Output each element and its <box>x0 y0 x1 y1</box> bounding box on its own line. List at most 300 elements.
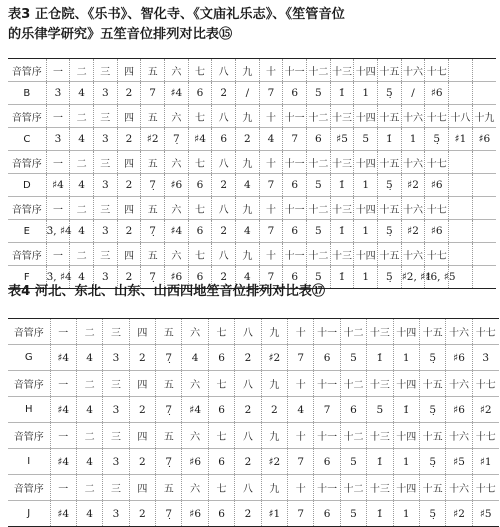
pitch-cell: 3 <box>103 345 129 371</box>
pipe-number-cell: 十三 <box>330 151 354 174</box>
pipe-number-cell: 五 <box>156 371 182 397</box>
pipe-number-cell: 五 <box>141 151 165 174</box>
pipe-number-cell: 五 <box>141 59 165 82</box>
pitch-cell: 7 <box>288 501 314 527</box>
pitch-cell: 3̇ <box>472 345 498 371</box>
pipe-number-cell <box>472 151 496 174</box>
pitch-cell: 4 <box>70 174 94 197</box>
pitch-cell: ♯2 <box>141 128 165 151</box>
pipe-number-cell: 十三 <box>367 371 393 397</box>
pipe-number-cell: 十二 <box>340 475 366 501</box>
pitch-cell: 6 <box>307 128 331 151</box>
pipe-number-cell: 十一 <box>314 319 340 345</box>
pipe-number-cell: 十三 <box>330 59 354 82</box>
header-row <box>8 319 499 345</box>
pitch-cell: 2 <box>117 174 141 197</box>
pitch-cell: 4 <box>76 449 102 475</box>
pipe-number-cell: 三 <box>103 423 129 449</box>
pitch-cell: 6 <box>212 128 236 151</box>
pitch-cell: 6 <box>208 397 234 423</box>
pipe-number-cell: 十四 <box>354 59 378 82</box>
pipe-number-cell: 十五 <box>378 197 402 220</box>
row-label: G <box>8 345 50 371</box>
pipe-number-cell: 十五 <box>419 371 445 397</box>
pipe-number-cell <box>472 59 496 82</box>
pitch-cell: 6 <box>283 82 307 105</box>
pipe-number-cell: 一 <box>46 243 70 266</box>
pitch-cell: 6 <box>188 174 212 197</box>
pipe-number-cell: 十五 <box>419 319 445 345</box>
pitch-cell: 1̇ <box>367 345 393 371</box>
pipe-number-cell: 七 <box>188 243 212 266</box>
pitch-cell: 2 <box>117 128 141 151</box>
table-row <box>8 82 496 105</box>
pitch-cell: 1 <box>393 501 419 527</box>
pitch-cell: 3̇ <box>46 128 70 151</box>
pipe-number-cell <box>472 243 496 266</box>
pitch-cell: 5̣ <box>378 174 402 197</box>
pipe-number-cell: 七 <box>208 371 234 397</box>
pitch-cell: 1 <box>354 220 378 243</box>
pipe-number-cell: 十九 <box>472 105 496 128</box>
pipe-number-cell: 四 <box>117 59 141 82</box>
row-header-label: 音管序 <box>8 371 50 397</box>
table-row <box>8 345 499 371</box>
pipe-number-cell: 八 <box>235 423 261 449</box>
pitch-cell: 1̇ <box>330 82 354 105</box>
row-label: J <box>8 501 50 527</box>
pitch-cell: 5 <box>307 82 331 105</box>
pitch-cell: 3 <box>93 128 117 151</box>
pitch-cell <box>472 220 496 243</box>
pipe-number-cell: 十七 <box>425 243 449 266</box>
pipe-number-cell: 九 <box>236 243 260 266</box>
pipe-number-cell: 六 <box>182 319 208 345</box>
pitch-cell: ♯6 <box>164 266 188 289</box>
pipe-number-cell: 十五 <box>419 423 445 449</box>
pipe-number-cell: 十七 <box>472 423 498 449</box>
pipe-number-cell: 十七 <box>425 59 449 82</box>
pitch-cell: 7 <box>259 220 283 243</box>
pitch-cell: 2 <box>129 397 155 423</box>
pipe-number-cell: 二 <box>76 319 102 345</box>
pitch-cell: 7 <box>259 266 283 289</box>
pitch-cell: 1 <box>354 82 378 105</box>
pipe-number-cell: 十一 <box>283 197 307 220</box>
pitch-cell: 6 <box>283 266 307 289</box>
pipe-number-cell: 四 <box>129 475 155 501</box>
table3-caption-line1: 表3 正仓院、《乐书》、智化寺、《文庙礼乐志》、《笙管音位 <box>8 7 345 22</box>
pipe-number-cell: 八 <box>235 475 261 501</box>
pipe-number-cell: 十四 <box>354 105 378 128</box>
pitch-cell: 4̇ <box>236 266 260 289</box>
pitch-cell: 5 <box>354 128 378 151</box>
pipe-number-cell: 三 <box>93 197 117 220</box>
pipe-number-cell <box>449 243 473 266</box>
pipe-number-cell: 十 <box>288 371 314 397</box>
pitch-cell: ♯6 <box>182 449 208 475</box>
pitch-cell: 6 <box>188 266 212 289</box>
pitch-cell: 6 <box>283 174 307 197</box>
pipe-number-cell: 十六 <box>401 151 425 174</box>
pipe-number-cell: 六 <box>182 371 208 397</box>
pipe-number-cell: 十五 <box>378 243 402 266</box>
pitch-cell: 2 <box>117 220 141 243</box>
pitch-cell: ♯6 <box>164 174 188 197</box>
header-row <box>8 243 496 266</box>
pipe-number-cell: 十四 <box>393 371 419 397</box>
pipe-number-cell: 六 <box>164 105 188 128</box>
pitch-cell: 5̣ <box>419 449 445 475</box>
pitch-cell: ♯2 <box>261 345 287 371</box>
pipe-number-cell: 十六 <box>401 197 425 220</box>
pipe-number-cell: 一 <box>46 197 70 220</box>
pitch-cell: 5 <box>340 501 366 527</box>
pitch-cell: ♯2 <box>401 174 425 197</box>
pipe-number-cell: 四 <box>117 243 141 266</box>
pipe-number-cell <box>449 197 473 220</box>
pipe-number-cell: 十七 <box>472 475 498 501</box>
pipe-number-cell: 七 <box>188 105 212 128</box>
pitch-cell: ♯6 <box>472 128 496 151</box>
pipe-number-cell: 十三 <box>330 105 354 128</box>
pitch-cell: 2 <box>129 449 155 475</box>
pitch-cell: 4 <box>288 397 314 423</box>
pipe-number-cell: 十七 <box>425 105 449 128</box>
pipe-number-cell: 十 <box>259 151 283 174</box>
pitch-cell: 4 <box>70 82 94 105</box>
pitch-cell: 3̇ <box>46 82 70 105</box>
pitch-cell: 3 <box>93 82 117 105</box>
row-label: F <box>8 266 46 289</box>
pipe-number-cell: 二 <box>70 59 94 82</box>
pitch-cell: ♯4 <box>182 397 208 423</box>
pitch-cell: ♯5 <box>446 449 472 475</box>
pitch-cell: 7̣ <box>156 345 182 371</box>
pitch-cell: 3 <box>103 449 129 475</box>
pitch-cell: 6 <box>208 345 234 371</box>
pipe-number-cell: 十八 <box>449 105 473 128</box>
pipe-number-cell: 十二 <box>340 371 366 397</box>
pipe-number-cell: 四 <box>117 151 141 174</box>
pitch-cell: 2 <box>129 345 155 371</box>
pitch-cell: ♯4 <box>50 449 76 475</box>
pipe-number-cell: 七 <box>208 475 234 501</box>
pipe-number-cell: 七 <box>188 59 212 82</box>
pipe-number-cell: 十六 <box>446 319 472 345</box>
pipe-number-cell: 十六 <box>401 105 425 128</box>
pitch-cell: ♯6 <box>446 397 472 423</box>
pipe-number-cell: 八 <box>212 105 236 128</box>
pipe-number-cell: 十六 <box>401 59 425 82</box>
pitch-cell: ♯2, ♯1 <box>401 266 425 289</box>
pitch-cell: 1̇ <box>378 128 402 151</box>
pitch-cell: 1 <box>354 266 378 289</box>
pitch-cell: 2̇ <box>212 266 236 289</box>
pitch-cell <box>449 220 473 243</box>
pipe-number-cell: 十二 <box>340 319 366 345</box>
pitch-cell: 1̇ <box>330 266 354 289</box>
table3-sheng-positions <box>8 58 496 289</box>
pitch-cell: ♯2 <box>261 449 287 475</box>
pitch-cell: 6 <box>208 501 234 527</box>
table-row <box>8 128 496 151</box>
pipe-number-cell: 九 <box>236 151 260 174</box>
pitch-cell: 7̣ <box>164 128 188 151</box>
header-row <box>8 59 496 82</box>
pitch-cell: 2 <box>129 501 155 527</box>
pitch-cell: 5̣ <box>378 82 402 105</box>
pitch-cell: ♯4 <box>50 345 76 371</box>
pipe-number-cell: 六 <box>164 59 188 82</box>
pipe-number-cell: 十六 <box>446 423 472 449</box>
pipe-number-cell: 四 <box>129 371 155 397</box>
pitch-cell: ♯2 <box>446 501 472 527</box>
pitch-cell: 7 <box>259 82 283 105</box>
pipe-number-cell: 十 <box>288 475 314 501</box>
pitch-cell: 7̣ <box>156 397 182 423</box>
pipe-number-cell: 十七 <box>425 151 449 174</box>
pipe-number-cell: 十一 <box>283 151 307 174</box>
row-label: B <box>8 82 46 105</box>
pitch-cell: 4 <box>70 266 94 289</box>
row-label: I <box>8 449 50 475</box>
pipe-number-cell: 十 <box>288 423 314 449</box>
pipe-number-cell: 九 <box>261 371 287 397</box>
pitch-cell: 7 <box>259 174 283 197</box>
pipe-number-cell: 八 <box>212 197 236 220</box>
pipe-number-cell: 十二 <box>307 59 331 82</box>
pipe-number-cell: 七 <box>188 151 212 174</box>
pitch-cell: 7 <box>288 345 314 371</box>
pitch-cell: 5̣ <box>419 397 445 423</box>
pipe-number-cell: 一 <box>50 371 76 397</box>
pipe-number-cell: 八 <box>212 59 236 82</box>
pipe-number-cell: 十一 <box>314 475 340 501</box>
pipe-number-cell: 十二 <box>307 243 331 266</box>
pitch-cell: 3 <box>103 501 129 527</box>
pipe-number-cell: 二 <box>76 475 102 501</box>
pitch-cell: 6 <box>188 220 212 243</box>
pitch-cell: 1̇ <box>330 174 354 197</box>
pitch-cell: 2̇ <box>235 345 261 371</box>
pitch-cell: 1̇ <box>393 397 419 423</box>
pitch-cell: 2̇ <box>235 501 261 527</box>
pitch-cell: ♯2 <box>472 397 498 423</box>
row-label: E <box>8 220 46 243</box>
pitch-cell: ♯6 <box>446 345 472 371</box>
pitch-cell: 5 <box>307 220 331 243</box>
pipe-number-cell: 五 <box>156 475 182 501</box>
pitch-cell: 7̣ <box>156 449 182 475</box>
pitch-cell <box>472 174 496 197</box>
pipe-number-cell: 五 <box>141 243 165 266</box>
pitch-cell: ♯1 <box>449 128 473 151</box>
pitch-cell: 1 <box>393 449 419 475</box>
pipe-number-cell: 十五 <box>419 475 445 501</box>
pitch-cell: ♯4 <box>46 174 70 197</box>
pitch-cell <box>449 174 473 197</box>
pitch-cell: ♯6, ♯5 <box>425 266 449 289</box>
pipe-number-cell: 十一 <box>314 423 340 449</box>
pitch-cell: 2̇ <box>235 397 261 423</box>
pipe-number-cell: 十六 <box>446 371 472 397</box>
table-row <box>8 397 499 423</box>
pitch-cell: 7̣ <box>141 220 165 243</box>
pitch-cell: 3̇, ♯4 <box>46 220 70 243</box>
pipe-number-cell: 十二 <box>307 197 331 220</box>
pipe-number-cell: 六 <box>164 243 188 266</box>
pipe-number-cell: 二 <box>76 423 102 449</box>
header-row <box>8 371 499 397</box>
pitch-cell: 4 <box>182 345 208 371</box>
pitch-cell: ♯5 <box>330 128 354 151</box>
pitch-cell: 2 <box>117 82 141 105</box>
pitch-cell: 6 <box>208 449 234 475</box>
pipe-number-cell: 十三 <box>330 197 354 220</box>
pitch-cell: 5̣ <box>419 501 445 527</box>
pipe-number-cell: 九 <box>236 59 260 82</box>
row-label: D <box>8 174 46 197</box>
pitch-cell: 1̇ <box>330 220 354 243</box>
header-row <box>8 105 496 128</box>
pipe-number-cell: 十四 <box>354 151 378 174</box>
pitch-cell: 5 <box>340 345 366 371</box>
pitch-cell: 5 <box>340 449 366 475</box>
pitch-cell: ♯5 <box>472 501 498 527</box>
pipe-number-cell <box>472 197 496 220</box>
pitch-cell: 4̇ <box>236 220 260 243</box>
pitch-cell: 1 <box>354 174 378 197</box>
pipe-number-cell: 十四 <box>393 475 419 501</box>
header-row <box>8 197 496 220</box>
pitch-cell: 5̣ <box>425 128 449 151</box>
table-row <box>8 449 499 475</box>
pipe-number-cell: 二 <box>70 243 94 266</box>
pipe-number-cell: 十二 <box>307 105 331 128</box>
pipe-number-cell: 三 <box>103 475 129 501</box>
table-row <box>8 220 496 243</box>
pipe-number-cell: 十七 <box>472 319 498 345</box>
pipe-number-cell: 十 <box>259 197 283 220</box>
pipe-number-cell: 三 <box>103 319 129 345</box>
pipe-number-cell: 三 <box>103 371 129 397</box>
pipe-number-cell: 十三 <box>367 319 393 345</box>
pitch-cell: 3̇, ♯4 <box>46 266 70 289</box>
pitch-cell: 3 <box>93 266 117 289</box>
pitch-cell: 1̇ <box>367 449 393 475</box>
pipe-number-cell: 十三 <box>367 475 393 501</box>
pipe-number-cell: 七 <box>208 319 234 345</box>
pitch-cell: 3 <box>103 397 129 423</box>
pitch-cell: 2̇ <box>235 449 261 475</box>
pipe-number-cell: 四 <box>129 423 155 449</box>
pitch-cell: 7 <box>314 397 340 423</box>
pipe-number-cell: 三 <box>93 59 117 82</box>
row-header-label: 音管序 <box>8 59 46 82</box>
header-row <box>8 151 496 174</box>
pitch-cell: 4 <box>76 345 102 371</box>
pipe-number-cell: 一 <box>50 475 76 501</box>
pipe-number-cell: 二 <box>76 371 102 397</box>
table-row <box>8 174 496 197</box>
pitch-cell: 2̇ <box>212 82 236 105</box>
pipe-number-cell: 十一 <box>314 371 340 397</box>
pipe-number-cell: 九 <box>236 197 260 220</box>
pitch-cell: ♯4 <box>188 128 212 151</box>
pipe-number-cell: 十二 <box>340 423 366 449</box>
pitch-cell: ♯6 <box>425 220 449 243</box>
pitch-cell: / <box>401 82 425 105</box>
pipe-number-cell: 十四 <box>354 197 378 220</box>
pitch-cell: ♯1 <box>472 449 498 475</box>
pitch-cell: 7̣ <box>156 501 182 527</box>
row-label: C <box>8 128 46 151</box>
row-header-label: 音管序 <box>8 105 46 128</box>
pipe-number-cell: 十六 <box>401 243 425 266</box>
pitch-cell: 7 <box>288 449 314 475</box>
row-header-label: 音管序 <box>8 423 50 449</box>
pipe-number-cell: 十三 <box>367 423 393 449</box>
row-label: H <box>8 397 50 423</box>
table4-caption: 表4 河北、东北、山东、山西四地笙音位排列对比表⑰ <box>8 284 326 299</box>
pitch-cell: ♯6 <box>182 501 208 527</box>
row-header-label: 音管序 <box>8 319 50 345</box>
pitch-cell: 7̣ <box>141 266 165 289</box>
pipe-number-cell: 六 <box>164 197 188 220</box>
pipe-number-cell: 六 <box>182 475 208 501</box>
row-header-label: 音管序 <box>8 151 46 174</box>
pipe-number-cell: 一 <box>50 319 76 345</box>
pitch-cell: 6 <box>314 501 340 527</box>
table-row <box>8 501 499 527</box>
pipe-number-cell: 二 <box>70 197 94 220</box>
pipe-number-cell: 五 <box>141 197 165 220</box>
pitch-cell: 6 <box>314 449 340 475</box>
pitch-cell: 2̇ <box>212 220 236 243</box>
pipe-number-cell: 一 <box>50 423 76 449</box>
pitch-cell: 1 <box>401 128 425 151</box>
pitch-cell: 7̣ <box>141 174 165 197</box>
pipe-number-cell: 五 <box>141 105 165 128</box>
pipe-number-cell: 十五 <box>378 105 402 128</box>
pipe-number-cell: 十一 <box>283 59 307 82</box>
pitch-cell: 5 <box>367 397 393 423</box>
pitch-cell: ♯2 <box>401 220 425 243</box>
pitch-cell: ♯4 <box>50 501 76 527</box>
pitch-cell: 2 <box>117 266 141 289</box>
header-row <box>8 475 499 501</box>
row-header-label: 音管序 <box>8 243 46 266</box>
pitch-cell <box>472 82 496 105</box>
pipe-number-cell: 一 <box>46 151 70 174</box>
pitch-cell: 5̣ <box>378 220 402 243</box>
pipe-number-cell <box>449 59 473 82</box>
pitch-cell: 2̇ <box>236 128 260 151</box>
pipe-number-cell: 十三 <box>330 243 354 266</box>
pitch-cell: 3 <box>93 174 117 197</box>
pitch-cell: 6 <box>340 397 366 423</box>
pitch-cell: 7 <box>141 82 165 105</box>
pipe-number-cell: 十 <box>259 105 283 128</box>
pitch-cell: ♯6 <box>425 82 449 105</box>
pitch-cell: 6 <box>283 220 307 243</box>
pipe-number-cell: 九 <box>261 475 287 501</box>
pipe-number-cell: 四 <box>129 319 155 345</box>
pitch-cell: / <box>236 82 260 105</box>
pitch-cell: 1 <box>393 345 419 371</box>
pipe-number-cell: 十一 <box>283 243 307 266</box>
